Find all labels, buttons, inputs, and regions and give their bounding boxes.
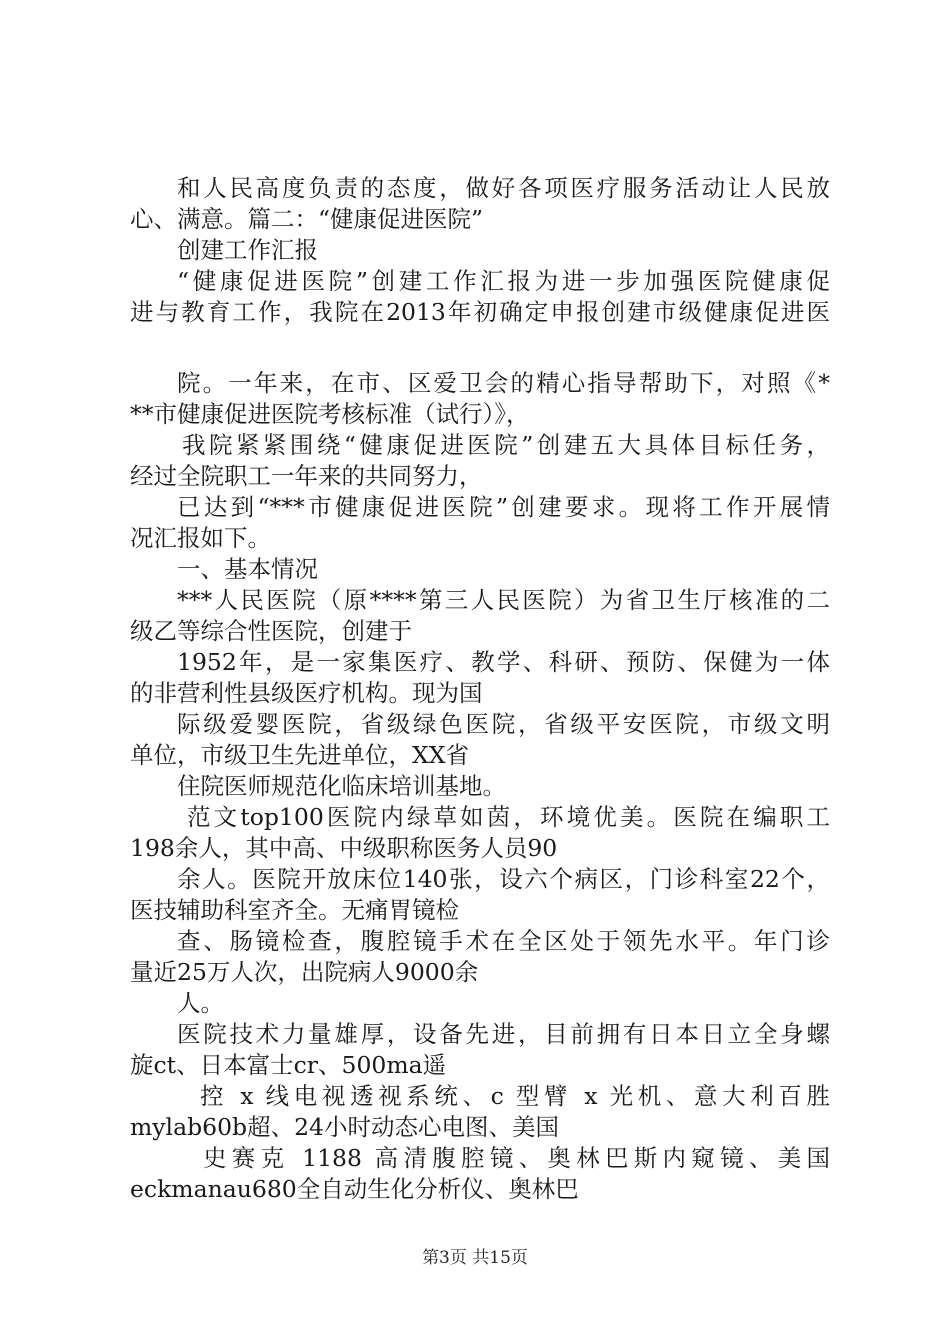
text-line: 范文top100医院内绿草如茵，环境优美。医院在编职工 [187, 803, 830, 831]
text-line: 况汇报如下。 [130, 524, 271, 552]
text-line: 的非营利性县级医疗机构。现为国 [130, 679, 483, 707]
text-line: 医院技术力量雄厚，设备先进，目前拥有日本日立全身螺 [177, 1020, 830, 1048]
text-line: 住院医师规范化临床培训基地。 [177, 772, 506, 800]
text-line: 控 x 线电视透视系统、c 型臂 x 光机、意大利百胜 [200, 1082, 830, 1110]
text-line: 查、肠镜检查，腹腔镜手术在全区处于领先水平。年门诊 [177, 927, 830, 955]
text-line: 1952年，是一家集医疗、教学、科研、预防、保健为一体 [177, 648, 830, 676]
text-line: 和人民高度负责的态度，做好各项医疗服务活动让人民放 [177, 174, 830, 202]
text-line: eckmanau680全自动生化分析仪、奥林巴 [130, 1175, 579, 1203]
text-line: 创建工作汇报 [177, 236, 318, 264]
text-line: 史赛克 1188 高清腹腔镜、奥林巴斯内窥镜、美国 [203, 1144, 830, 1172]
text-line: 一、基本情况 [177, 555, 318, 583]
text-line: 院。一年来，在市、区爱卫会的精心指导帮助下，对照《* [177, 369, 830, 397]
text-line: mylab60b超、24小时动态心电图、美国 [130, 1113, 559, 1141]
text-line: 经过全院职工一年来的共同努力， [130, 462, 483, 490]
page-number-footer: 第3页 共15页 [422, 1248, 528, 1268]
text-line: 量近25万人次，出院病人9000余 [130, 958, 479, 986]
text-line: 余人。医院开放床位140张，设六个病区，门诊科室22个， [177, 865, 830, 893]
text-line: “健康促进医院”创建工作汇报为进一步加强医院健康促 [177, 267, 830, 295]
text-line: 我院紧紧围绕“健康促进医院”创建五大具体目标任务， [182, 431, 830, 459]
text-line: 进与教育工作，我院在2013年初确定申报创建市级健康促进医 [130, 298, 830, 326]
text-line: 已达到“***市健康促进医院”创建要求。现将工作开展情 [177, 493, 830, 521]
body-text [130, 173, 830, 1205]
text-line: 级乙等综合性医院，创建于 [130, 617, 412, 645]
text-line: 际级爱婴医院，省级绿色医院，省级平安医院，市级文明 [177, 710, 830, 738]
text-line: 心、满意。篇二：“健康促进医院” [130, 205, 484, 233]
text-line: 医技辅助科室齐全。无痛胃镜检 [130, 896, 459, 924]
paragraph-gap [130, 328, 830, 368]
text-line: 旋ct、日本富士cr、500ma遥 [130, 1051, 447, 1079]
text-line: 单位，市级卫生先进单位，XX省 [130, 741, 469, 769]
text-line: ***人民医院（原****第三人民医院）为省卫生厅核准的二 [177, 586, 830, 614]
text-line: **市健康促进医院考核标准（试行）》， [130, 400, 530, 428]
text-line: 人。 [177, 989, 224, 1017]
text-line: 198余人，其中高、中级职称医务人员90 [130, 834, 558, 862]
